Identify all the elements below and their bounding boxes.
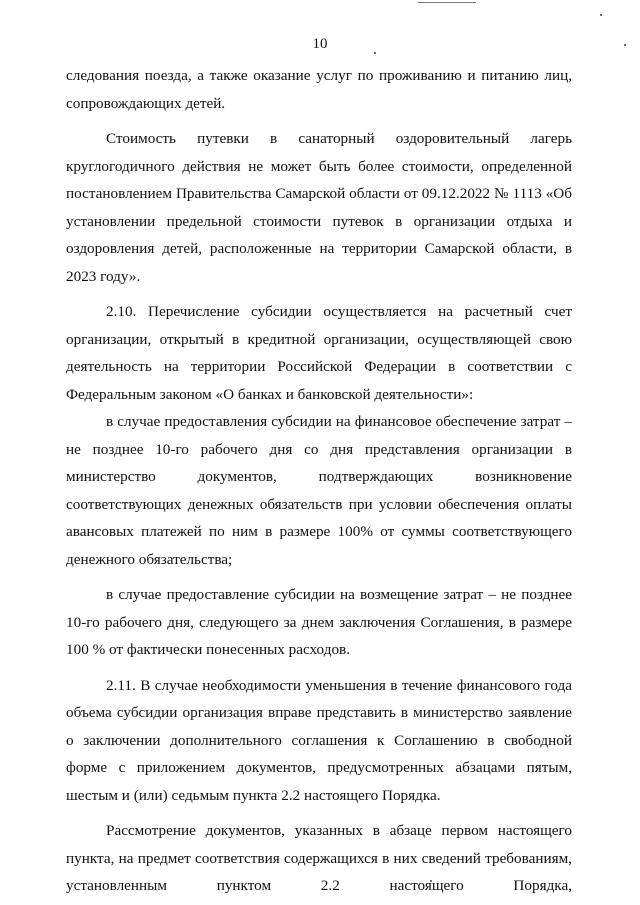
paragraph-review: Рассмотрение документов, указанных в абзаце первом настоящего пункта, на предмет соответствия содержащихся в них сведений требованиям, установленным пунктом 2.2 настоящего Порядка,	[66, 822, 572, 894]
page-number: 10	[312, 36, 328, 52]
scan-edge-mark	[418, 2, 476, 3]
scan-speck	[600, 14, 602, 16]
paragraph-2-10: 2.10. Перечисление субсидии осуществляется на расчетный счет организации, открытый в кредитной организации, осуществляющей свою деятельность на территории Российской Федерации в соответствии с Федеральным законом «О банках и банковской деятельности»:	[66, 303, 572, 403]
paragraph-voucher-cost: Стоимость путевки в санаторный оздоровительный лагерь круглогодичного действия не может быть более стоимости, определенной постановлением Правительства Самарской области от 09.12.2022 № 1113 «Об установлении предельной стоимости путевок в организации отдыха и оздоровления детей, расположенные на территории Самарской области, в 2023 году».	[66, 130, 572, 285]
document-body	[66, 62, 572, 900]
paragraph-continuation: следования поезда, а также оказание услуг по проживанию и питанию лиц, сопровождающих детей.	[66, 67, 572, 112]
paragraph-2-11: 2.11. В случае необходимости уменьшения в течение финансового года объема субсидии организация вправе представить в министерство заявление о заключении дополнительного соглашения к Соглашению в свободной форме с приложением документов, предусмотренных абзацами пятым, шестым и (или) седьмым пункта 2.2 настоящего Порядка.	[66, 676, 572, 804]
paragraph-financial-support: в случае предоставления субсидии на финансовое обеспечение затрат – не позднее 10-го рабочего дня со дня представления организации в министерство документов, подтверждающих возникновение соответствующих денежных обязательств при условии обеспечения оплаты авансовых платежей по ним в размере 100% от суммы соответствующего денежного обязательства;	[66, 413, 572, 568]
paragraph-reimbursement: в случае предоставление субсидии на возмещение затрат – не позднее 10-го рабочего дня, следующего за днем заключения Соглашения, в размере 100 % от фактически понесенных расходов.	[66, 586, 572, 658]
